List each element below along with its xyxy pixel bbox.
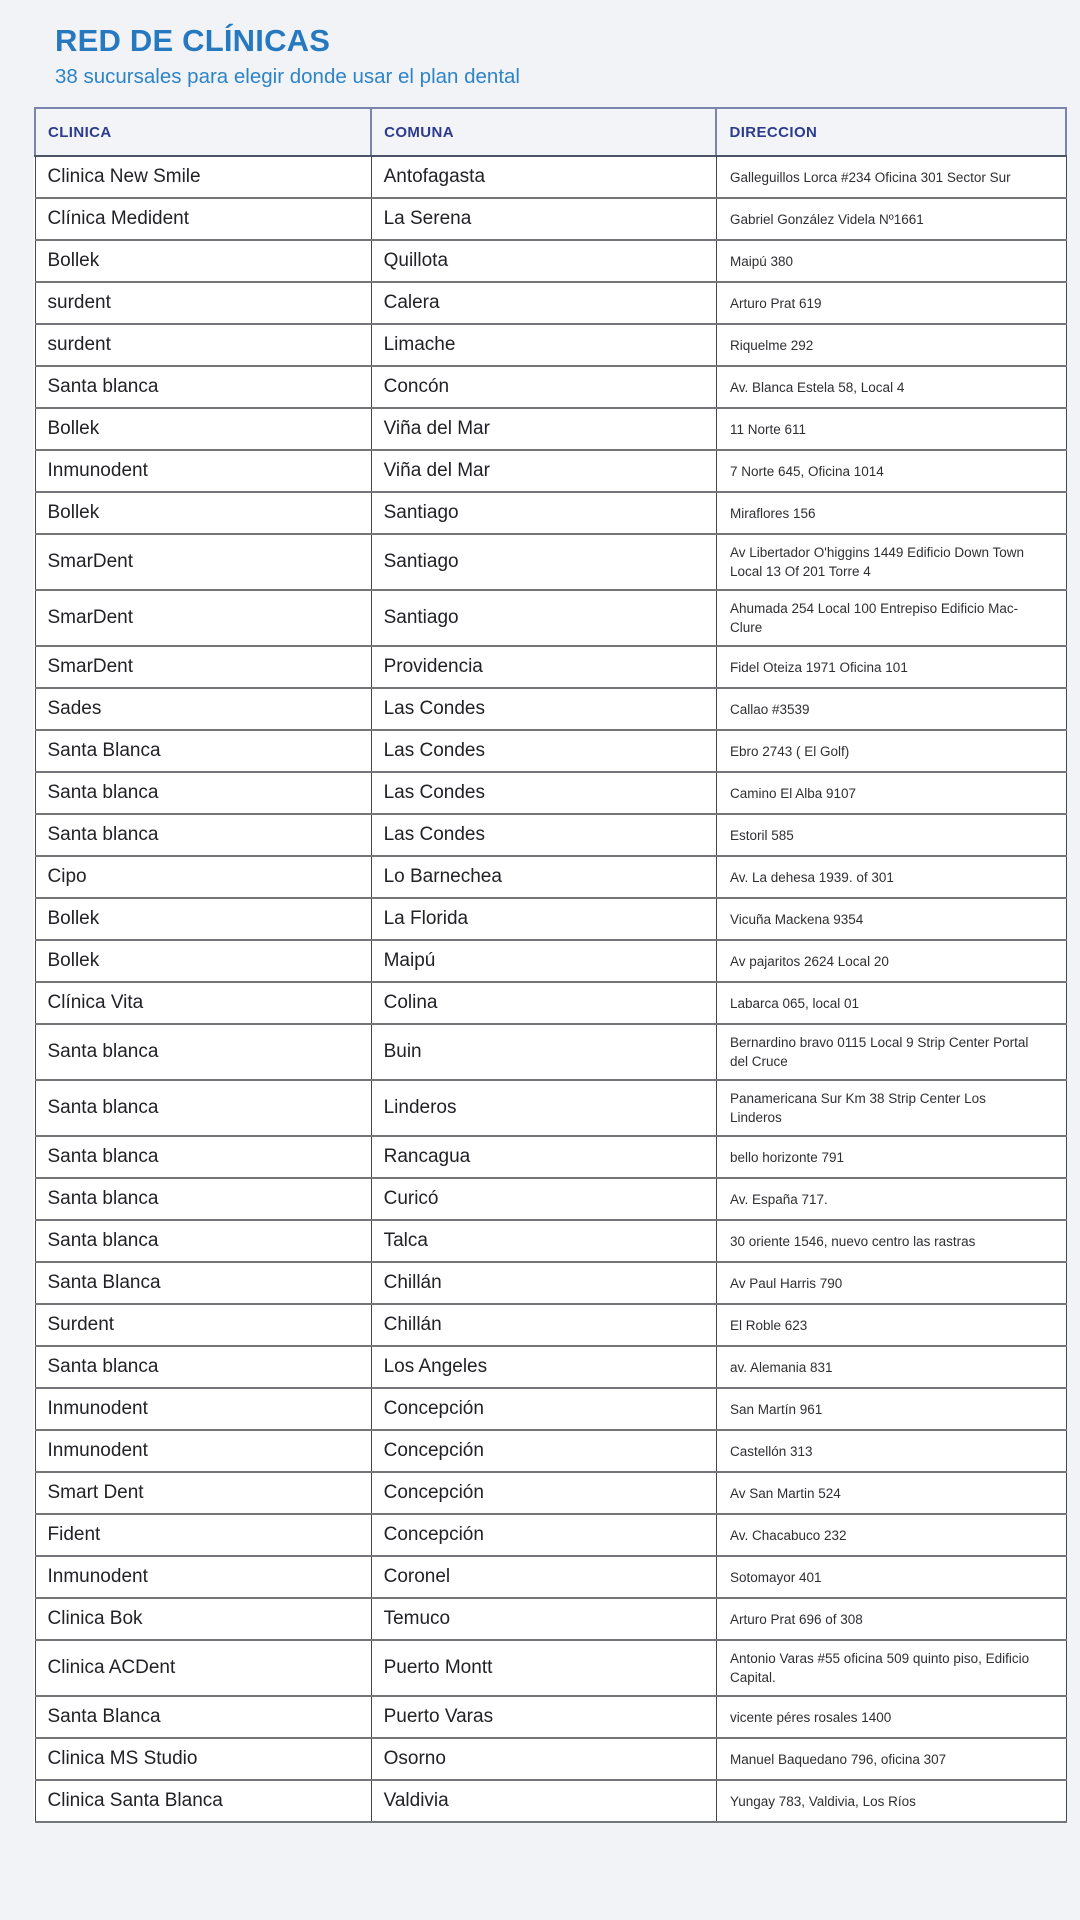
cell-comuna: Puerto Montt xyxy=(371,1640,716,1696)
cell-clinica: Santa Blanca xyxy=(35,1696,371,1738)
cell-direccion: Antonio Varas #55 oficina 509 quinto piso, Edificio Capital. xyxy=(716,1640,1066,1696)
cell-direccion: av. Alemania 831 xyxy=(716,1346,1066,1388)
cell-comuna: Las Condes xyxy=(371,814,716,856)
cell-clinica: Santa blanca xyxy=(35,1080,371,1136)
cell-clinica: Clinica Bok xyxy=(35,1598,371,1640)
cell-clinica: Clinica MS Studio xyxy=(35,1738,371,1780)
cell-direccion: Yungay 783, Valdivia, Los Ríos xyxy=(716,1780,1066,1822)
cell-clinica: Santa blanca xyxy=(35,1136,371,1178)
cell-comuna: Colina xyxy=(371,982,716,1024)
cell-comuna: Calera xyxy=(371,282,716,324)
cell-comuna: Concepción xyxy=(371,1514,716,1556)
cell-comuna: La Florida xyxy=(371,898,716,940)
cell-comuna: Santiago xyxy=(371,590,716,646)
table-row xyxy=(35,1080,1066,1136)
cell-clinica: Clinica New Smile xyxy=(35,156,371,198)
cell-direccion: Av San Martin 524 xyxy=(716,1472,1066,1514)
cell-comuna: Talca xyxy=(371,1220,716,1262)
cell-direccion: Sotomayor 401 xyxy=(716,1556,1066,1598)
table-row xyxy=(35,1136,1066,1178)
cell-comuna: Viña del Mar xyxy=(371,450,716,492)
cell-clinica: Smart Dent xyxy=(35,1472,371,1514)
table-row xyxy=(35,1220,1066,1262)
cell-comuna: Chillán xyxy=(371,1304,716,1346)
cell-direccion: Arturo Prat 619 xyxy=(716,282,1066,324)
table-row xyxy=(35,1024,1066,1080)
cell-direccion: vicente péres rosales 1400 xyxy=(716,1696,1066,1738)
cell-clinica: Bollek xyxy=(35,940,371,982)
cell-direccion: Labarca 065, local 01 xyxy=(716,982,1066,1024)
page-subtitle: 38 sucursales para elegir donde usar el plan dental xyxy=(55,65,520,89)
cell-comuna: Coronel xyxy=(371,1556,716,1598)
cell-direccion: Av Paul Harris 790 xyxy=(716,1262,1066,1304)
cell-direccion: Manuel Baquedano 796, oficina 307 xyxy=(716,1738,1066,1780)
cell-comuna: Rancagua xyxy=(371,1136,716,1178)
cell-clinica: Fident xyxy=(35,1514,371,1556)
cell-direccion: San Martín 961 xyxy=(716,1388,1066,1430)
cell-comuna: Buin xyxy=(371,1024,716,1080)
cell-comuna: Chillán xyxy=(371,1262,716,1304)
cell-clinica: Santa blanca xyxy=(35,814,371,856)
cell-direccion: 7 Norte 645, Oficina 1014 xyxy=(716,450,1066,492)
cell-clinica: Santa blanca xyxy=(35,1178,371,1220)
cell-comuna: Los Angeles xyxy=(371,1346,716,1388)
table-row xyxy=(35,1780,1066,1822)
cell-direccion: Maipú 380 xyxy=(716,240,1066,282)
table-row xyxy=(35,408,1066,450)
cell-clinica: Bollek xyxy=(35,408,371,450)
cell-direccion: Av pajaritos 2624 Local 20 xyxy=(716,940,1066,982)
cell-comuna: Maipú xyxy=(371,940,716,982)
cell-clinica: Clinica ACDent xyxy=(35,1640,371,1696)
cell-clinica: Clínica Medident xyxy=(35,198,371,240)
table-row xyxy=(35,1430,1066,1472)
cell-clinica: SmarDent xyxy=(35,590,371,646)
cell-direccion: Estoril 585 xyxy=(716,814,1066,856)
table-row xyxy=(35,940,1066,982)
table-row xyxy=(35,730,1066,772)
column-header-comuna: COMUNA xyxy=(371,108,716,156)
cell-clinica: Santa blanca xyxy=(35,366,371,408)
table-row xyxy=(35,282,1066,324)
cell-comuna: Puerto Varas xyxy=(371,1696,716,1738)
table-header-row xyxy=(35,108,1066,156)
cell-clinica: Inmunodent xyxy=(35,1430,371,1472)
cell-clinica: Santa blanca xyxy=(35,1220,371,1262)
cell-clinica: Clinica Santa Blanca xyxy=(35,1780,371,1822)
table-row xyxy=(35,492,1066,534)
cell-direccion: Ahumada 254 Local 100 Entrepiso Edificio Mac-Clure xyxy=(716,590,1066,646)
cell-comuna: Osorno xyxy=(371,1738,716,1780)
cell-clinica: Santa Blanca xyxy=(35,730,371,772)
table-row xyxy=(35,1304,1066,1346)
cell-comuna: Concepción xyxy=(371,1430,716,1472)
cell-comuna: La Serena xyxy=(371,198,716,240)
cell-clinica: Bollek xyxy=(35,240,371,282)
table-row xyxy=(35,366,1066,408)
table-row xyxy=(35,1262,1066,1304)
table-row xyxy=(35,1346,1066,1388)
table-row xyxy=(35,1472,1066,1514)
table-row xyxy=(35,898,1066,940)
cell-clinica: surdent xyxy=(35,324,371,366)
cell-direccion: Ebro 2743 ( El Golf) xyxy=(716,730,1066,772)
cell-direccion: Fidel Oteiza 1971 Oficina 101 xyxy=(716,646,1066,688)
cell-clinica: Santa blanca xyxy=(35,1024,371,1080)
cell-comuna: Quillota xyxy=(371,240,716,282)
cell-direccion: Av. La dehesa 1939. of 301 xyxy=(716,856,1066,898)
cell-direccion: Galleguillos Lorca #234 Oficina 301 Sector Sur xyxy=(716,156,1066,198)
cell-direccion: Castellón 313 xyxy=(716,1430,1066,1472)
cell-direccion: Vicuña Mackena 9354 xyxy=(716,898,1066,940)
table-row xyxy=(35,324,1066,366)
cell-comuna: Santiago xyxy=(371,534,716,590)
cell-comuna: Concepción xyxy=(371,1472,716,1514)
cell-direccion: 30 oriente 1546, nuevo centro las rastras xyxy=(716,1220,1066,1262)
table-row xyxy=(35,1556,1066,1598)
table-row xyxy=(35,1696,1066,1738)
cell-direccion: Miraflores 156 xyxy=(716,492,1066,534)
cell-clinica: Santa blanca xyxy=(35,772,371,814)
table-row xyxy=(35,590,1066,646)
table-row xyxy=(35,1640,1066,1696)
clinics-table xyxy=(34,107,1067,1823)
cell-direccion: bello horizonte 791 xyxy=(716,1136,1066,1178)
cell-comuna: Temuco xyxy=(371,1598,716,1640)
cell-comuna: Las Condes xyxy=(371,688,716,730)
cell-direccion: Camino El Alba 9107 xyxy=(716,772,1066,814)
page-header xyxy=(55,24,520,89)
cell-clinica: Santa blanca xyxy=(35,1346,371,1388)
cell-clinica: SmarDent xyxy=(35,646,371,688)
cell-clinica: Sades xyxy=(35,688,371,730)
table-row xyxy=(35,450,1066,492)
table-row xyxy=(35,772,1066,814)
cell-direccion: 11 Norte 611 xyxy=(716,408,1066,450)
cell-clinica: surdent xyxy=(35,282,371,324)
page-title: RED DE CLÍNICAS xyxy=(55,23,331,58)
table-row xyxy=(35,1514,1066,1556)
table-row xyxy=(35,198,1066,240)
cell-clinica: Inmunodent xyxy=(35,1556,371,1598)
column-header-direccion: DIRECCION xyxy=(716,108,1066,156)
cell-clinica: Inmunodent xyxy=(35,1388,371,1430)
table-row xyxy=(35,1388,1066,1430)
table-row xyxy=(35,534,1066,590)
table-row xyxy=(35,856,1066,898)
cell-direccion: Panamericana Sur Km 38 Strip Center Los Linderos xyxy=(716,1080,1066,1136)
cell-comuna: Viña del Mar xyxy=(371,408,716,450)
table-row xyxy=(35,1738,1066,1780)
cell-clinica: Clínica Vita xyxy=(35,982,371,1024)
cell-clinica: Bollek xyxy=(35,898,371,940)
cell-direccion: Bernardino bravo 0115 Local 9 Strip Center Portal del Cruce xyxy=(716,1024,1066,1080)
cell-clinica: Inmunodent xyxy=(35,450,371,492)
table-row xyxy=(35,646,1066,688)
cell-comuna: Las Condes xyxy=(371,772,716,814)
cell-comuna: Providencia xyxy=(371,646,716,688)
cell-comuna: Antofagasta xyxy=(371,156,716,198)
table-row xyxy=(35,814,1066,856)
cell-direccion: Av. Chacabuco 232 xyxy=(716,1514,1066,1556)
cell-direccion: Av Libertador O'higgins 1449 Edificio Down Town Local 13 Of 201 Torre 4 xyxy=(716,534,1066,590)
cell-direccion: Arturo Prat 696 of 308 xyxy=(716,1598,1066,1640)
table-body xyxy=(35,156,1066,1822)
cell-clinica: Santa Blanca xyxy=(35,1262,371,1304)
cell-clinica: Bollek xyxy=(35,492,371,534)
cell-direccion: Av. Blanca Estela 58, Local 4 xyxy=(716,366,1066,408)
table-row xyxy=(35,688,1066,730)
cell-comuna: Curicó xyxy=(371,1178,716,1220)
cell-comuna: Lo Barnechea xyxy=(371,856,716,898)
column-header-clinica: CLINICA xyxy=(35,108,371,156)
cell-direccion: Av. España 717. xyxy=(716,1178,1066,1220)
table-row xyxy=(35,1598,1066,1640)
cell-comuna: Concón xyxy=(371,366,716,408)
cell-clinica: Surdent xyxy=(35,1304,371,1346)
cell-direccion: Riquelme 292 xyxy=(716,324,1066,366)
cell-comuna: Linderos xyxy=(371,1080,716,1136)
cell-direccion: Gabriel González Videla Nº1661 xyxy=(716,198,1066,240)
table-header xyxy=(35,108,1066,156)
table-row xyxy=(35,240,1066,282)
cell-comuna: Concepción xyxy=(371,1388,716,1430)
cell-comuna: Las Condes xyxy=(371,730,716,772)
cell-clinica: SmarDent xyxy=(35,534,371,590)
cell-clinica: Cipo xyxy=(35,856,371,898)
table-row xyxy=(35,1178,1066,1220)
cell-comuna: Valdivia xyxy=(371,1780,716,1822)
table-row xyxy=(35,982,1066,1024)
cell-comuna: Santiago xyxy=(371,492,716,534)
cell-direccion: Callao #3539 xyxy=(716,688,1066,730)
table-row xyxy=(35,156,1066,198)
cell-direccion: El Roble 623 xyxy=(716,1304,1066,1346)
cell-comuna: Limache xyxy=(371,324,716,366)
